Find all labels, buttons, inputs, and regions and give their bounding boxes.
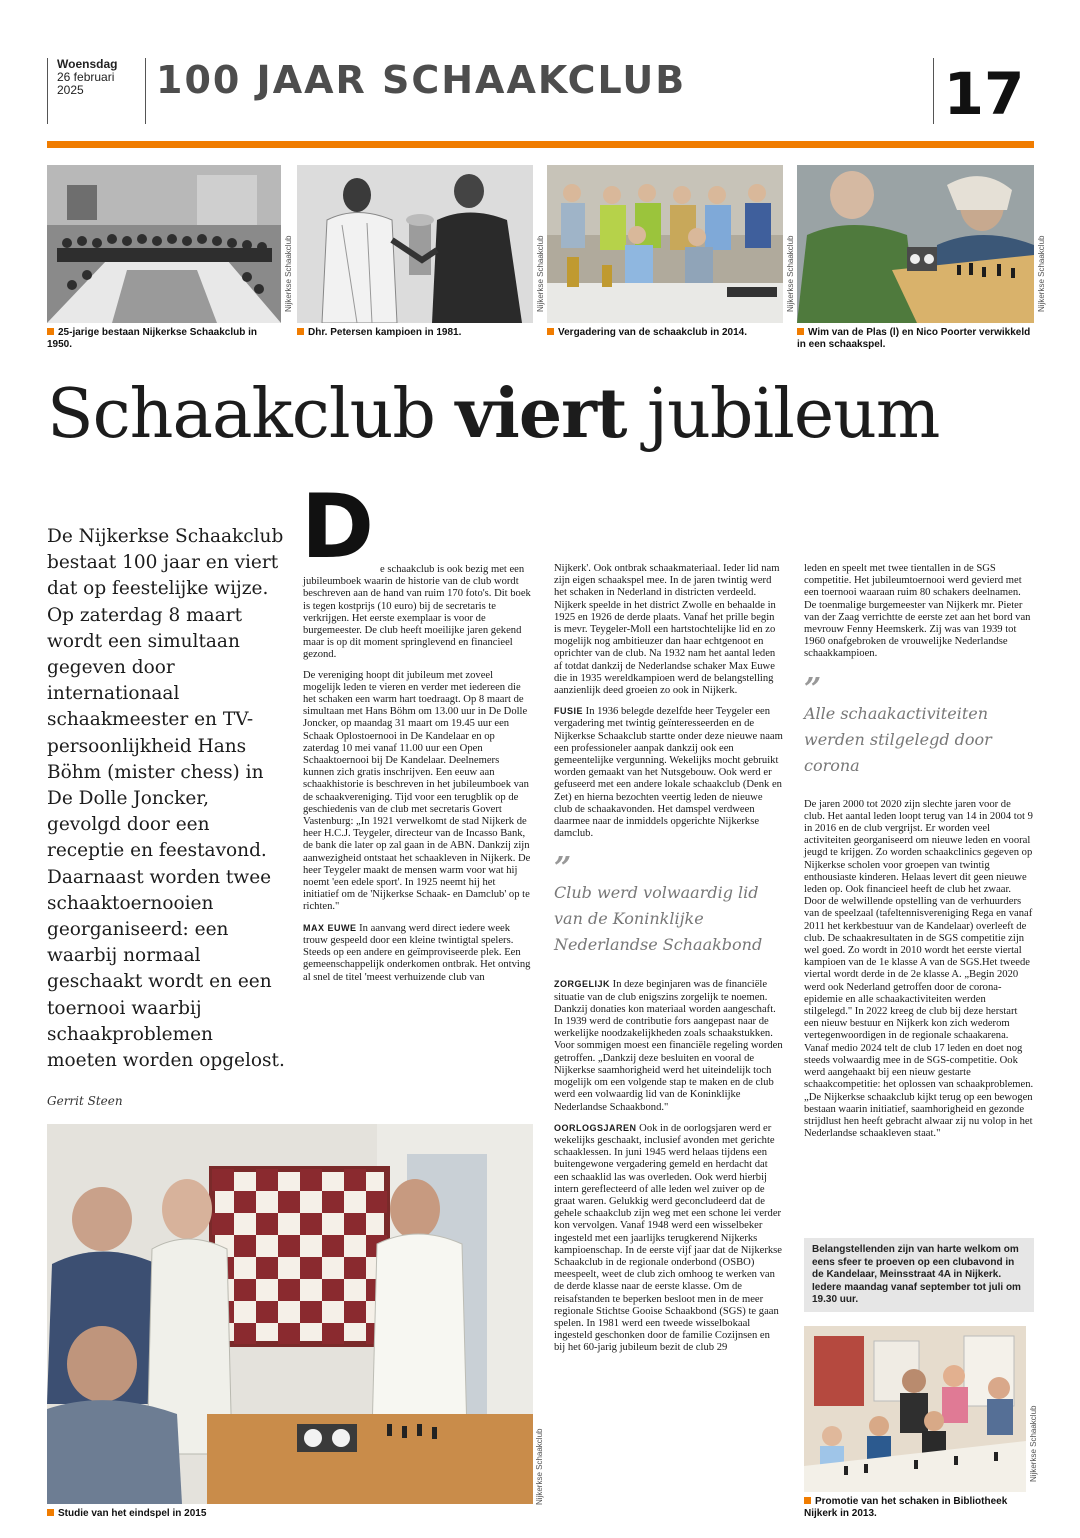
photo-chess-game [797,165,1034,323]
photo-1950-group [47,165,281,323]
photo-caption [47,327,281,351]
caption-bullet [804,1497,811,1504]
article-column-1 [301,475,533,992]
caption-text: Promotie van het schaken in Bibliotheek Nijkerk in 2013. [804,1496,1008,1519]
photo-credit: Nijkerkse Schaakclub [535,1428,544,1505]
caption-text: 25-jarige bestaan Nijkerkse Schaakclub in 1950. [47,327,257,350]
subhead: FUSIE [554,706,584,717]
photo-credit: Nijkerkse Schaakclub [1037,235,1046,312]
subhead: OORLOGSJAREN [554,1122,637,1133]
paragraph: Ook in de oorlogsjaren werd er wekelijks geschaakt, inclusief avonden met gerichte schaaklessen. In juni 1945 werd helaas tijdens een buitengewone vergadering gemeld en herdacht dat een schaaklid las was overleden. Ook werd hierbij intern gereflecteerd of alle leden wel zuiver op de graat waren. Gelukkig werd geconcludeerd dat de gehele schaakclub zijn weg met een schone lei verder kon vervolgen. Vanaf 1948 werd een wisselbeker ingesteld met een jaarlijks terugkerend Nijkerks kampioenschap. In de eerste vijf jaar dat de Nijkerkse Schaakclub in de regionale onderbond (OSBO) meespeelt, weet de club zich omhoog te werken van de derde klasse naar de eerste klasse. Om de reisafstanden te beperken besloot men in de meer regionale Stichtse Gooise Schaakbond (SGS) te gaan spelen. In 1981 werd een tweede wisselbokaal ingesteld geschonken door de familie Cozijnsen en bij het 60-jarig jubileum bezit de club 29 [554,1122,782,1354]
caption-bullet [797,328,804,335]
caption-text: Vergadering van de schaakclub in 2014. [558,327,747,338]
photo-1981-champion [297,165,533,323]
pull-quote-text: Alle schaakactiviteiten werden stilgelegd door corona [804,703,992,775]
caption-text: Wim van de Plas (l) en Nico Poorter verwikkeld in een schaakspel. [797,327,1031,350]
issue-date-text: 26 februari [57,70,115,84]
article-intro: De Nijkerkse Schaakclub bestaat 100 jaar en viert dat op feestelijke wijze. Op zaterdag 8 maart wordt een simultaan gegeven door internationaal schaakmeester en TV-persoonlijkheid Hans Böhm (mister chess) in De Dolle Joncker, gevolgd door een receptie en feestavond. Daarnaast worden twee schaaktoernooien georganiseerd: een waarbij normaal geschaakt wordt en een toernooi waarbij schaakproblemen moeten worden opgelost. [47,526,285,1072]
pull-quote-text: Club werd volwaardig lid van de Koninklijke Nederlandse Schaakbond [554,883,763,955]
paragraph: In 1936 belegde dezelfde heer Teygeler een vergadering met twintig geïnteresseerden en de Nijkerkse Schaakclub startte onder deze nieuwe naam een professioneler aanpak dankzij ook een gemeentelijke vergunning. Wekelijks mocht gebruikt worden gemaakt van het Nutsgebouw. Ook werd er gefuseerd met een andere lokale schaakclub (Denk en Zet) en hierna bezochten veertig leden de nieuwe club de schaakavonden. Het damspel verdween daarmee naar de inmiddels opgerichte Nijkerkse damclub. [554,706,783,840]
paragraph: In aanvang werd direct iedere week trouw gespeeld door een kleine twintigtal spelers. Steeds op een andere en geïmproviseerde plek. Een gemeenschappelijk onderkomen ontbrak. Het ontving al snel de titel 'meest verhuizende club van [303,922,531,983]
article-headline [47,372,1037,457]
caption-text: Dhr. Petersen kampioen in 1981. [308,327,462,338]
drop-cap: D [301,475,375,578]
pull-quote [804,671,1034,779]
article-author: Gerrit Steen [47,1094,123,1108]
photo-caption [297,327,533,339]
info-box: Belangstellenden zijn van harte welkom om eens sfeer te proeven op een clubavond in de Kandelaar, Meinsstraat 4A in Nijkerk. Iedere maandag vanaf september tot juli om 19.30 uur. [804,1238,1034,1312]
paragraph: In deze beginjaren was de financiële situatie van de club enigszins zorgelijk te noemen. Dankzij donaties kon materiaal worden aangeschaft. In 1939 werd de contributie fors aangepast naar de werkelijke noodzakelijkheden zoals schaakstukken. Voor sommigen moest een financiële regeling worden getroffen. „Dankzij deze besluiten en vooral de Nijkerkse saamhorigheid werd het uiteindelijk toch mogelijk om een volgende stap te maken en de club werd een volwaardig lid van de Koninklijke Nederlandse Schaakbond." [554,979,783,1113]
photo-credit: Nijkerkse Schaakclub [1029,1405,1038,1482]
subhead: MAX EUWE [303,922,357,933]
photo-credit: Nijkerkse Schaakclub [786,235,795,312]
paragraph: leden en speelt met twee tientallen in de SGS competitie. Het jubileumtoernooi werd gevierd met een toernooi waaraan ruim 80 schakers deelnamen. De toenmalige burgemeester van Nijkerk mr. Pieter van der Zaag verrichtte de eerste zet aan het bord van mevrouw Fenny Heemskerk. Zij was van 1939 tot 1960 onafgebroken de vrouwelijke Nederlandse schaakkampioen. [804,563,1031,660]
subhead: ZORGELIJK [554,979,611,990]
article-column-2 [554,563,783,1363]
issue-year: 2025 [57,83,84,97]
quote-mark-icon: ” [554,851,572,887]
paragraph: De vereniging hoopt dit jubileum met zoveel mogelijk leden te vieren en verder met iedereen die het schaken een warm hart toedraagt. Op 8 maart de simultaan met Hans Böhm om 13.00 uur in De Dolle Joncker, op maandag 31 maart om 19.45 uur een Schaak Oplostoernooi in De Kandelaar en op zaterdag 10 mei vanaf 11.00 uur een Open Schaaktoernooi bij De Kandelaar. Deelnemers kunnen zich gratis inschrijven. Een eeuw aan schaakhistorie is beschreven in het jubileumboek van de schaakvereniging. Tijd voor een terugblik op de geschiedenis van de club met secretaris Govert Vastenburg: „In 1921 verwelkomt de stad Nijkerk de heer H.C.J. Teygeler, directeur van de Incasso Bank, de bank die later op zal gaan in de ABN. Dankzij zijn aanwezigheid ontstaat het schaakleven in Nijkerk. De heer Teygeler maakt de mensen warm voor wat hij noemt 'een edele sport'. In 1925 neemt hij het initiatief om de 'Nijkerkse Schaak- en Damclub' op te richten." [303,669,531,913]
photo-library-promotion [804,1326,1026,1492]
section-divider [47,141,1034,148]
photo-caption [47,1508,533,1520]
page-number: 17 [933,58,1034,124]
caption-text: Studie van het eindspel in 2015 [58,1508,207,1519]
photo-credit: Nijkerkse Schaakclub [536,235,545,312]
headline-bold: viert [455,374,627,454]
issue-date [47,58,142,124]
paragraph: e schaakclub is ook bezig met een jubileumboek waarin de historie van de club wordt beschreven aan de hand van ruim 170 foto's. Dit boek is tegen kostprijs (10 euro) bij de secretaris te verkrijgen. Het eerste exemplaar is voor de burgemeester. De club heeft moeilijke jaren gekend maar is op dit moment springlevend en financieel gezond. [303,564,531,661]
photo-caption [797,327,1034,351]
article-column-3 [804,563,1034,1148]
pull-quote [554,851,783,958]
headline-part-2: jubileum [626,375,940,454]
caption-bullet [297,328,304,335]
caption-bullet [47,1509,54,1516]
section-title: 100 JAAR SCHAAKCLUB [145,58,935,124]
photo-credit: Nijkerkse Schaakclub [284,235,293,312]
caption-bullet [547,328,554,335]
headline-part-1: Schaakclub [47,375,456,454]
photo-caption [547,327,783,339]
photo-endgame-study [47,1124,533,1504]
photo-caption [804,1496,1034,1520]
issue-day: Woensdag [57,57,118,71]
quote-mark-icon: ” [804,671,822,707]
paragraph: Nijkerk'. Ook ontbrak schaakmateriaal. Ieder lid nam zijn eigen schaakspel mee. In de jaren twintig werd het schaken in Nederland in districten verdeeld. Nijkerk speelde in het district Zwolle en behaalde in 1925 en 1926 de derde plaats. Vanaf het prille begin is mevr. Teygeler-Moll een hartstochtelijke lid en zo mogelijk nog ambitieuzer dan haar echtgenoot en oprichter van de club. Na 1932 nam het aantal leden af totdat dankzij de Nederlandse schaker Max Euwe die in 1935 wereldkampioen werd de belangstelling aanzienlijk deed groeien zo ook in Nijkerk. [554,563,780,697]
photo-2014-meeting [547,165,783,323]
paragraph: De jaren 2000 tot 2020 zijn slechte jaren voor de club. Het aantal leden loopt terug van 14 in 2004 tot 9 in 2016 en de club vergrijst. Er worden veel activiteiten georganiseerd om nieuwe leden en vooral jeugd te krijgen. Zo worden schaakclinics gegeven op Nijkerkse scholen voor groepen van twintig enthousiaste kinderen. Helaas levert dit geen nieuwe leden op. Ook financieel heeft de club het zwaar. Door de welwillende opstelling van de verhuurders van de speelzaal (tafeltennisvereniging Rega en vanaf 2011 het kerkbestuur van de Kandelaar) overleeft de club. De schaakresultaten in de SGS competitie zijn wel goed. Zo wordt in 2010 wordt het eerste viertal kampioen van de 1e klasse A van de SGS.Het tweede viertal wordt derde in de 2e klasse A. „Begin 2020 werd ook Nederland getroffen door de corona-epidemie en alle schaakactiviteiten werden stilgelegd." In 2022 kreeg de club bij deze herstart een nieuw bestuur en Nijkerk kon zich wederom vertegenwoordigen in de regionale schaakarena. Vanaf medio 2024 telt de club 17 leden en doet nog steeds volwaardig mee in de SGS-competitie. Ook werd aangehaakt bij een nieuw gestarte schaakcompetitie: het oplossen van schaakproblemen. „De Nijkerkse schaakclub kijkt terug op een bewogen bestaan waarin initiatief, saamhorigheid en gezonde strijdlust hen heeft gebracht alwaar zij nu volop in het Nederlandse schaakleven staat." [804,798,1034,1140]
caption-bullet [47,328,54,335]
